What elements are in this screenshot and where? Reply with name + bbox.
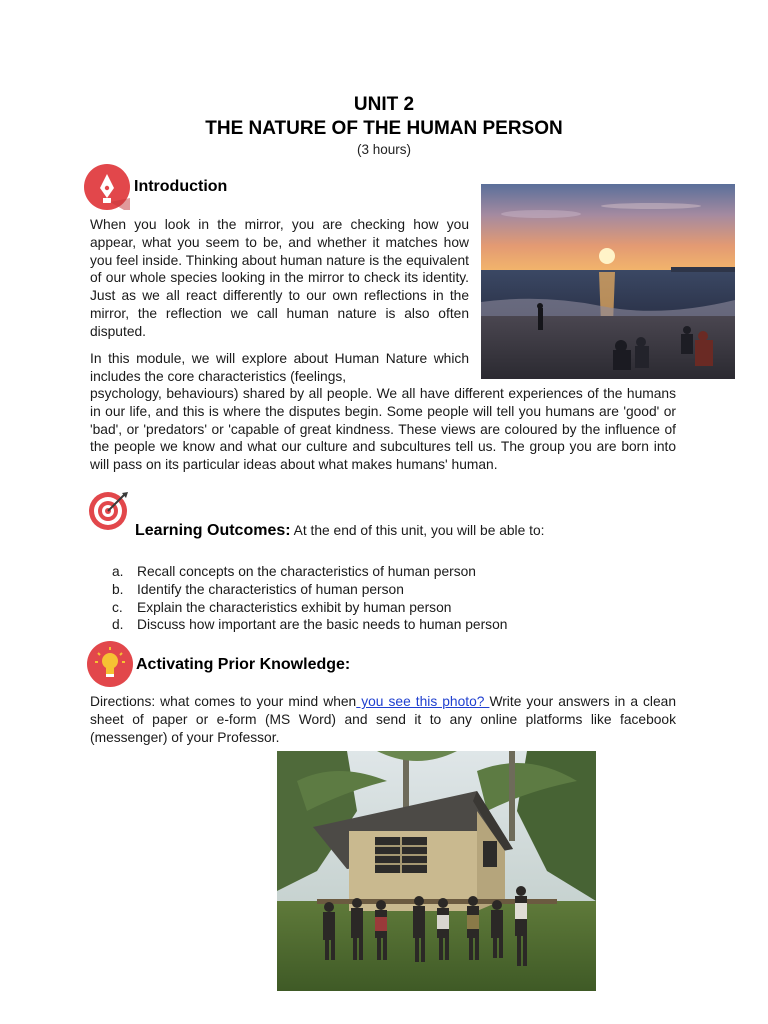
sunset-beach-photo: [481, 184, 735, 379]
introduction-paragraph-1: When you look in the mirror, you are checking how you appear, what you seem to be, and whether it matches how you feel inside. Thinking about human nature is the equivalent of our whole species looking in the mirror to check its identity. Just as we all react differently to our own reflections in the mirror, the reflection we call human nature is also often disputed.: [90, 217, 469, 339]
learning-outcomes-heading: Learning Outcomes:: [135, 522, 291, 539]
house-carrying-photo: [277, 751, 596, 991]
introduction-paragraph-2-start: In this module, we will explore about Human Nature which includes the core characteristics (feelings,: [90, 351, 469, 384]
page-title: THE NATURE OF THE HUMAN PERSON: [205, 118, 563, 139]
introduction-paragraph-2-end: psychology, behaviours) shared by all people. We all have different experiences of the humans in our life, and this is where the disputes begin. Some people will tell you humans are 'good' or 'bad', or 'predators' or 'capable of great kindness. These views are coloured by the influence of the people we know and what our culture and subcultures tell us. The group you are born into will pass on its particular ideas about what makes humans' human.: [90, 386, 676, 473]
duration-label: (3 hours): [356, 142, 412, 157]
pen-nib-icon: [84, 164, 130, 210]
learning-outcomes-list: [112, 563, 672, 634]
list-item: d. Discuss how important are the basic needs to human person: [112, 617, 508, 633]
learning-outcomes-lead: At the end of this unit, you will be able to:: [293, 523, 545, 538]
learning-outcomes-line: [135, 522, 544, 540]
photo-link[interactable]: you see this photo?: [356, 694, 490, 709]
list-item: b. Identify the characteristics of human person: [112, 581, 404, 597]
list-item: a. Recall concepts on the characteristics of human person: [112, 564, 476, 579]
introduction-heading: Introduction: [134, 178, 228, 195]
target-icon: [84, 490, 132, 532]
prior-knowledge-heading: Activating Prior Knowledge:: [136, 656, 351, 673]
unit-label: UNIT 2: [353, 94, 415, 115]
directions-paragraph: Directions: what comes to your mind when you see this photo? Write your answers in a clean sheet of paper or e-form (MS Word) and send it to any online platforms like facebook (messenger) of your Professor.: [90, 694, 677, 745]
lightbulb-icon: [87, 641, 133, 687]
list-item: c. Explain the characteristics exhibit by human person: [112, 599, 452, 615]
